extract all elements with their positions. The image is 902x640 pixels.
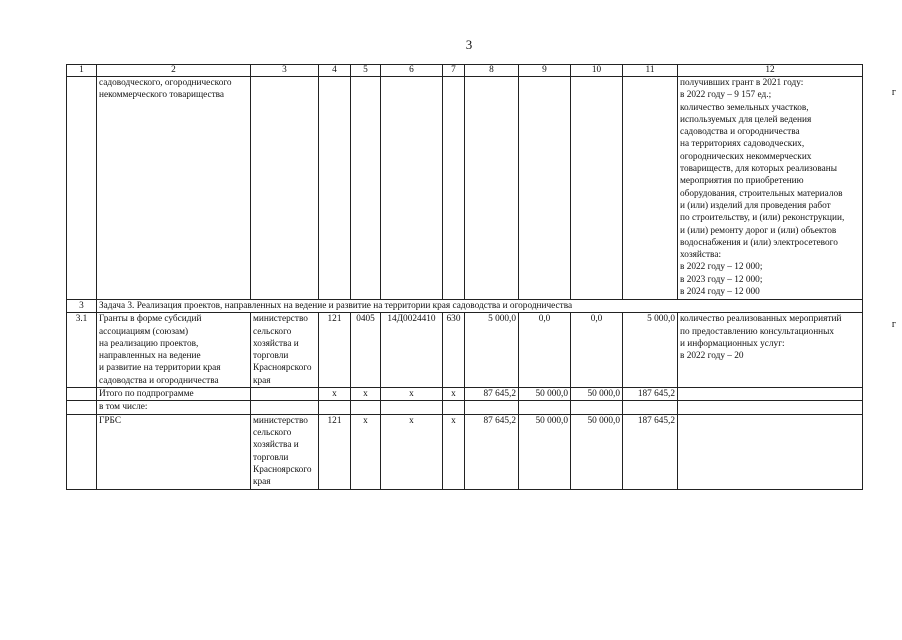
cell-grbs: министерство сельского хозяйства и торговли Красноярского края [251,313,319,388]
column-number-row [67,65,863,77]
edge-mark: г [891,319,896,330]
cell-sum-10 [571,77,623,300]
col-header-9: 9 [519,65,571,77]
cell-code-4 [319,77,351,300]
col-header-7: 7 [443,65,465,77]
col-header-3: 3 [251,65,319,77]
cell-code-7 [443,77,465,300]
cell-code-7: x [443,388,465,401]
cell-result [678,414,863,489]
cell-number: 3 [67,300,97,313]
cell-result [678,401,863,414]
cell-sum-11: 187 645,2 [623,414,678,489]
cell-code-4: x [319,388,351,401]
cell-grbs [251,401,319,414]
budget-table-wrapper [66,64,863,490]
cell-code-5: x [351,388,381,401]
cell-sum-9: 0,0 [519,313,571,388]
cell-code-6: x [381,414,443,489]
edge-mark: г [891,87,896,98]
cell-sum-9 [519,401,571,414]
col-header-6: 6 [381,65,443,77]
cell-name: Итого по подпрограмме [97,388,251,401]
cell-sum-8: 5 000,0 [465,313,519,388]
cell-sum-9: 50 000,0 [519,414,571,489]
col-header-5: 5 [351,65,381,77]
cell-sum-9 [519,77,571,300]
cell-code-5: x [351,414,381,489]
cell-sum-10: 50 000,0 [571,414,623,489]
task-title: Задача 3. Реализация проектов, направленных на ведение и развитие на территории края садоводства и огородничества [97,300,863,313]
col-header-1: 1 [67,65,97,77]
col-header-4: 4 [319,65,351,77]
cell-code-6: 14Д0024410 [381,313,443,388]
cell-sum-11: 187 645,2 [623,388,678,401]
cell-sum-11 [623,77,678,300]
table-row-task [67,300,863,313]
cell-result [678,388,863,401]
cell-code-4 [319,401,351,414]
cell-code-7 [443,401,465,414]
col-header-10: 10 [571,65,623,77]
budget-table [66,64,863,490]
cell-number: 3.1 [67,313,97,388]
cell-grbs: министерство сельского хозяйства и торговли Красноярского края [251,414,319,489]
cell-sum-10: 0,0 [571,313,623,388]
cell-code-4: 121 [319,414,351,489]
cell-code-6 [381,401,443,414]
cell-code-7: x [443,414,465,489]
col-header-11: 11 [623,65,678,77]
cell-sum-10 [571,401,623,414]
cell-name: ГРБС [97,414,251,489]
cell-name: Гранты в форме субсидий ассоциациям (союзам) на реализацию проектов, направленных на ведение и развитие на территории края садоводства и огородничества [97,313,251,388]
table-row-including [67,401,863,414]
cell-code-5: 0405 [351,313,381,388]
cell-code-4: 121 [319,313,351,388]
table-row-3-1 [67,313,863,388]
col-header-2: 2 [97,65,251,77]
cell-result: количество реализованных мероприятий по предоставлению консультационных и информационных услуг: в 2022 году – 20 [678,313,863,388]
table-row-total [67,388,863,401]
cell-code-6 [381,77,443,300]
cell-grbs [251,388,319,401]
cell-sum-11 [623,401,678,414]
cell-result: получивших грант в 2021 году: в 2022 году – 9 157 ед.; количество земельных участков, используемых для целей ведения садоводства и огородничества на территориях садоводческих, огороднических некоммерческих товариществ, для которых реализованы мероприятия по приобретению оборудования, строительных материалов и (или) изделий для проведения работ по строительству, и (или) реконструкции, и (или) ремонту дорог и (или) объектов водоснабжения и (или) электросетевого хозяйства: в 2022 году – 12 000; в 2023 году – 12 000; в 2024 году – 12 000 [678,77,863,300]
cell-sum-9: 50 000,0 [519,388,571,401]
table-row-grbs [67,414,863,489]
cell-sum-8: 87 645,2 [465,388,519,401]
cell-code-7: 630 [443,313,465,388]
cell-sum-8: 87 645,2 [465,414,519,489]
col-header-8: 8 [465,65,519,77]
cell-code-5 [351,401,381,414]
col-header-12: 12 [678,65,863,77]
cell-sum-11: 5 000,0 [623,313,678,388]
cell-number [67,77,97,300]
cell-name: садоводческого, огороднического некоммерческого товарищества [97,77,251,300]
cell-number [67,414,97,489]
cell-sum-8 [465,401,519,414]
cell-code-5 [351,77,381,300]
table-row-continuation [67,77,863,300]
page-number: 3 [465,37,473,52]
cell-name: в том числе: [97,401,251,414]
cell-grbs [251,77,319,300]
cell-number [67,401,97,414]
cell-sum-10: 50 000,0 [571,388,623,401]
cell-number [67,388,97,401]
cell-sum-8 [465,77,519,300]
cell-code-6: x [381,388,443,401]
